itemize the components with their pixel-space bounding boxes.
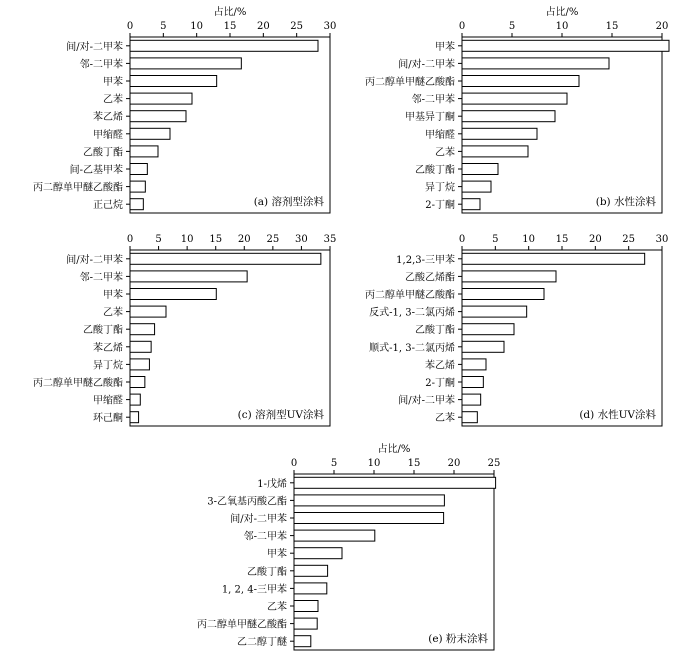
bar <box>294 565 328 576</box>
bar <box>130 253 321 264</box>
bar <box>294 530 375 541</box>
panel-title: (d) 水性UV涂料 <box>579 409 656 421</box>
category-label: 间/对-二甲苯 <box>66 254 123 266</box>
bar <box>130 412 139 423</box>
category-label: 丙二醇单甲醚乙酸酯 <box>33 182 123 194</box>
bar <box>462 181 491 192</box>
category-label: 乙苯 <box>103 94 123 106</box>
bar <box>462 40 669 51</box>
bar <box>130 359 149 370</box>
chart-panel-e <box>197 442 500 650</box>
x-tick-label: 20 <box>655 21 669 32</box>
category-label: 乙酸丁酯 <box>247 566 287 578</box>
category-label: 反式-1, 3-二氯丙烯 <box>369 307 455 319</box>
bar <box>462 76 579 87</box>
x-tick-label: 0 <box>126 234 134 245</box>
chart-panel-c <box>33 234 336 426</box>
bar <box>462 111 555 122</box>
x-tick-label: 15 <box>407 458 421 469</box>
x-tick-label: 30 <box>295 234 308 245</box>
bar <box>130 394 140 405</box>
category-label: 丙二醇单甲醚乙酸酯 <box>197 619 287 631</box>
category-label: 顺式-1, 3-二氯丙烯 <box>369 342 455 354</box>
bar <box>462 58 609 69</box>
bar <box>130 128 170 139</box>
x-tick-label: 0 <box>126 21 134 32</box>
category-label: 丙二醇单甲醚乙酸酯 <box>365 77 455 88</box>
category-label: 乙苯 <box>267 602 287 613</box>
category-label: 1-戊烯 <box>257 478 287 490</box>
category-label: 苯乙烯 <box>93 112 123 124</box>
bar <box>462 377 483 388</box>
category-label: 乙酸丁酯 <box>83 147 123 159</box>
x-tick-label: 15 <box>555 234 569 245</box>
category-label: 乙酸乙烯酯 <box>405 272 455 284</box>
category-label: 甲苯 <box>435 41 455 53</box>
x-axis-label: 占比/% <box>377 444 411 455</box>
panel-title: (a) 溶剂型涂料 <box>253 196 324 208</box>
x-tick-label: 20 <box>256 21 270 32</box>
chart-panel-a <box>33 5 336 213</box>
category-label: 苯乙烯 <box>93 342 123 354</box>
category-label: 间/对-二甲苯 <box>66 41 123 53</box>
bar <box>462 271 556 282</box>
x-tick-label: 0 <box>458 234 466 245</box>
x-tick-label: 5 <box>155 234 162 245</box>
bar <box>294 601 318 612</box>
category-label: 邻-二甲苯 <box>243 531 287 543</box>
category-label: 甲苯 <box>103 290 123 301</box>
bar <box>294 583 327 594</box>
category-label: 3-乙氧基丙酸乙酯 <box>207 496 287 508</box>
x-tick-label: 25 <box>290 21 304 32</box>
x-tick-label: 20 <box>447 458 461 469</box>
category-label: 乙苯 <box>435 413 455 425</box>
category-label: 乙酸丁酯 <box>415 165 455 176</box>
category-label: 甲苯 <box>267 549 287 561</box>
category-label: 间/对-二甲苯 <box>398 59 455 71</box>
x-tick-label: 25 <box>266 234 280 245</box>
bar <box>462 289 544 300</box>
category-label: 苯乙烯 <box>425 360 455 372</box>
bar <box>130 324 155 335</box>
category-label: 甲基异丁酮 <box>405 112 455 124</box>
bar <box>462 128 537 139</box>
bar <box>462 253 645 264</box>
bar <box>130 199 143 210</box>
bar <box>130 289 216 300</box>
x-tick-label: 25 <box>622 234 636 245</box>
bar <box>130 164 147 175</box>
category-label: 间/对-二甲苯 <box>230 514 287 525</box>
x-tick-label: 20 <box>237 234 251 245</box>
bar <box>462 306 527 317</box>
category-label: 甲缩醛 <box>93 129 123 141</box>
x-tick-label: 0 <box>458 21 466 32</box>
category-label: 异丁烷 <box>93 360 123 372</box>
bar <box>462 412 477 423</box>
category-label: 1, 2, 4-三甲苯 <box>221 584 287 596</box>
bar <box>130 58 241 69</box>
x-tick-label: 30 <box>655 234 669 245</box>
bar <box>294 477 496 488</box>
category-label: 乙二醇丁醚 <box>237 637 287 649</box>
category-label: 乙酸丁酯 <box>83 325 123 337</box>
bar <box>130 76 217 87</box>
category-label: 乙酸丁酯 <box>415 325 455 337</box>
x-tick-label: 35 <box>323 234 337 245</box>
category-label: 甲缩醛 <box>425 129 455 141</box>
category-label: 邻-二甲苯 <box>79 272 123 284</box>
category-label: 1,2,3-三甲苯 <box>396 254 455 266</box>
bar <box>462 93 567 104</box>
bar <box>462 324 514 335</box>
bar <box>294 636 311 647</box>
x-tick-label: 10 <box>522 234 536 245</box>
bar <box>294 513 444 524</box>
category-label: 乙苯 <box>435 147 455 159</box>
bar <box>462 199 480 210</box>
category-label: 乙苯 <box>103 307 123 319</box>
panel-title: (e) 粉末涂料 <box>428 633 488 645</box>
x-tick-label: 15 <box>209 234 223 245</box>
bar <box>462 341 504 352</box>
bar <box>130 93 192 104</box>
bar <box>462 359 486 370</box>
x-tick-label: 15 <box>223 21 237 32</box>
x-tick-label: 10 <box>190 21 204 32</box>
x-axis-label: 占比/% <box>545 7 579 18</box>
bar <box>130 111 186 122</box>
x-tick-label: 5 <box>160 21 167 32</box>
x-tick-label: 0 <box>290 458 298 469</box>
x-tick-label: 5 <box>508 21 516 32</box>
x-tick-label: 10 <box>367 458 381 469</box>
x-tick-label: 5 <box>330 458 338 469</box>
chart-panel-b <box>365 5 669 213</box>
x-tick-label: 25 <box>487 458 501 469</box>
category-label: 环己酮 <box>93 413 123 425</box>
x-tick-label: 5 <box>492 234 499 245</box>
category-label: 2-丁酮 <box>425 200 455 212</box>
bar <box>462 164 498 175</box>
category-label: 异丁烷 <box>425 182 455 194</box>
bar <box>130 377 145 388</box>
panel-title: (b) 水性涂料 <box>595 196 656 208</box>
bar <box>130 341 151 352</box>
x-axis-label: 占比/% <box>213 7 247 18</box>
bar <box>130 40 318 51</box>
x-tick-label: 10 <box>180 234 194 245</box>
bar <box>462 394 481 405</box>
bar <box>462 146 528 157</box>
bar <box>294 618 317 629</box>
category-label: 正己烷 <box>93 200 123 212</box>
x-tick-label: 20 <box>588 234 602 245</box>
bar <box>294 495 444 506</box>
x-tick-label: 30 <box>323 21 337 32</box>
category-label: 甲缩醛 <box>93 395 123 407</box>
bar <box>130 306 166 317</box>
category-label: 邻-二甲苯 <box>79 59 123 71</box>
category-label: 甲苯 <box>103 77 123 88</box>
bar <box>294 548 342 559</box>
category-label: 2-丁酮 <box>425 378 455 389</box>
chart-panel-d <box>365 234 668 426</box>
x-tick-label: 10 <box>555 21 569 32</box>
category-label: 间-乙基甲苯 <box>69 165 123 176</box>
bar <box>130 146 158 157</box>
bar <box>130 271 247 282</box>
panel-title: (c) 溶剂型UV涂料 <box>237 409 324 421</box>
category-label: 邻-二甲苯 <box>411 94 455 106</box>
x-tick-label: 15 <box>605 21 619 32</box>
category-label: 间/对-二甲苯 <box>398 395 455 407</box>
bar <box>130 181 145 192</box>
category-label: 丙二醇单甲醚乙酸酯 <box>365 290 455 301</box>
category-label: 丙二醇单甲醚乙酸酯 <box>33 378 123 389</box>
